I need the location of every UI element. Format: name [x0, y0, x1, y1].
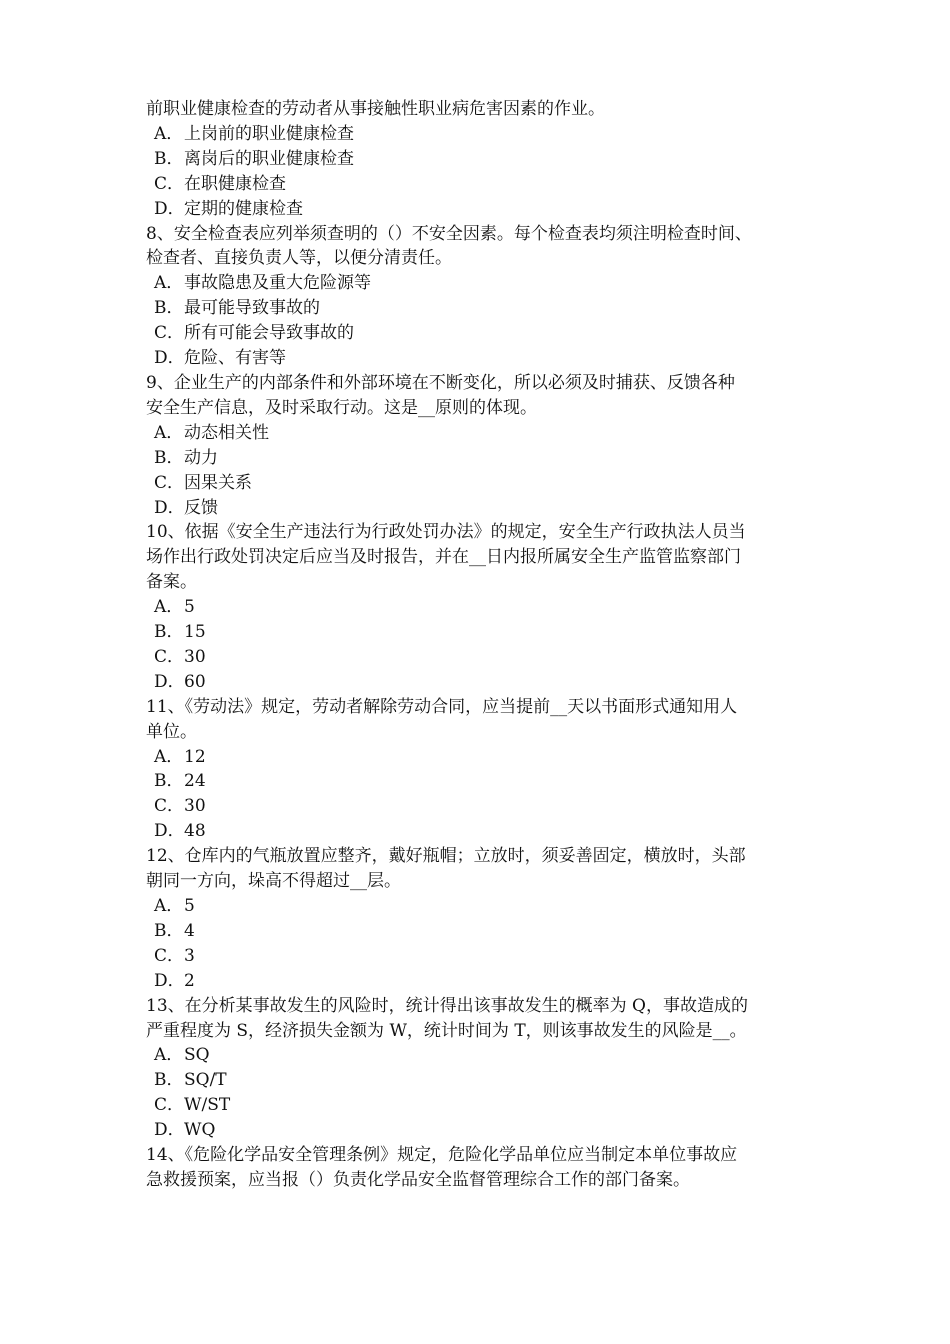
question-stem-line: 前职业健康检查的劳动者从事接触性职业病危害因素的作业。 [146, 99, 605, 119]
option-text: 48 [184, 821, 206, 842]
option-text: 定期的健康检查 [184, 198, 303, 219]
option-text: 24 [184, 771, 206, 792]
answer-option [146, 271, 826, 296]
answer-option [146, 421, 826, 446]
answer-option [146, 894, 826, 919]
option-letter: A． [154, 896, 184, 916]
option-letter: C． [154, 173, 185, 194]
answer-option [146, 496, 826, 521]
question-stem-line: 严重程度为 S，经济损失金额为 W，统计时间为 T，则该事故发生的风险是__。 [146, 1020, 747, 1041]
answer-option [146, 670, 826, 695]
option-text: 30 [184, 646, 206, 667]
question-block [146, 97, 826, 222]
answer-option [146, 794, 826, 819]
question-stem-line: 8、安全检查表应列举须查明的（）不安全因素。每个检查表均须注明检查时间、 [146, 223, 752, 244]
option-letter: B． [154, 298, 184, 319]
answer-option [146, 346, 826, 371]
option-letter: A． [154, 422, 184, 443]
option-text: 60 [184, 671, 206, 692]
answer-option [146, 1068, 826, 1093]
option-text: 12 [184, 746, 206, 767]
question-stem-line: 单位。 [146, 721, 197, 742]
answer-option [146, 944, 826, 969]
option-letter: D． [154, 348, 185, 369]
question-block [146, 994, 826, 1143]
option-text: W/ST [184, 1095, 231, 1116]
option-text: 在职健康检查 [184, 173, 286, 194]
answer-option [146, 919, 826, 944]
option-text: 上岗前的职业健康检查 [184, 123, 354, 144]
option-text: 2 [184, 970, 195, 991]
question-block [146, 222, 826, 371]
option-text: 所有可能会导致事故的 [184, 323, 354, 344]
option-text: 反馈 [184, 497, 218, 518]
answer-option [146, 321, 826, 346]
option-text: 5 [184, 597, 195, 618]
question-stem-line: 11、《劳动法》规定，劳动者解除劳动合同，应当提前__天以书面形式通知用人 [146, 696, 738, 717]
question-block [146, 844, 826, 993]
option-letter: D． [154, 821, 185, 842]
answer-option [146, 446, 826, 471]
option-text: 5 [184, 896, 195, 916]
option-letter: A． [154, 273, 184, 294]
answer-option [146, 1043, 826, 1068]
question-stem-line: 备案。 [146, 572, 197, 593]
question-stem-line: 14、《危险化学品安全管理条例》规定，危险化学品单位应当制定本单位事故应 [146, 1145, 738, 1166]
option-letter: C． [154, 1095, 185, 1116]
option-letter: B． [154, 1070, 184, 1091]
option-letter: D． [154, 970, 185, 991]
option-text: 最可能导致事故的 [184, 298, 320, 319]
option-letter: C． [154, 945, 185, 966]
option-text: 动力 [184, 447, 218, 468]
question-stem-line: 10、依据《安全生产违法行为行政处罚办法》的规定，安全生产行政执法人员当 [146, 522, 746, 543]
option-text: 15 [184, 622, 206, 643]
option-text: 离岗后的职业健康检查 [184, 148, 354, 169]
option-letter: B． [154, 148, 184, 169]
answer-option [146, 769, 826, 794]
option-text: 30 [184, 796, 206, 817]
answer-option [146, 1093, 826, 1118]
option-letter: D． [154, 671, 185, 692]
question-block [146, 1143, 826, 1193]
option-letter: D． [154, 1120, 185, 1141]
answer-option [146, 745, 826, 770]
option-letter: A． [154, 746, 184, 767]
question-block [146, 520, 826, 694]
option-letter: A． [154, 123, 184, 144]
answer-option [146, 595, 826, 620]
option-letter: D． [154, 497, 185, 518]
option-text: 危险、有害等 [184, 348, 286, 369]
question-stem-line: 安全生产信息，及时采取行动。这是__原则的体现。 [146, 397, 537, 418]
option-letter: D． [154, 198, 185, 219]
question-stem-line: 9、企业生产的内部条件和外部环境在不断变化，所以必须及时捕获、反馈各种 [146, 372, 735, 393]
answer-option [146, 147, 826, 172]
option-letter: A． [154, 1045, 184, 1066]
answer-option [146, 197, 826, 222]
question-stem-line: 急救援预案，应当报（）负责化学品安全监督管理综合工作的部门备案。 [146, 1169, 690, 1190]
option-text: SQ/T [184, 1070, 227, 1091]
question-block [146, 695, 826, 844]
answer-option [146, 819, 826, 844]
answer-option [146, 620, 826, 645]
answer-option [146, 172, 826, 197]
question-stem-line: 朝同一方向，垛高不得超过__层。 [146, 871, 401, 892]
question-stem-line: 12、仓库内的气瓶放置应整齐，戴好瓶帽；立放时，须妥善固定，横放时，头部 [146, 846, 746, 867]
option-letter: C． [154, 646, 185, 667]
option-letter: B． [154, 771, 184, 792]
question-stem-line: 检查者、直接负责人等，以便分清责任。 [146, 248, 452, 269]
option-text: 动态相关性 [184, 422, 269, 443]
question-block [146, 371, 826, 520]
option-letter: B． [154, 622, 184, 643]
option-text: 4 [184, 920, 195, 941]
option-text: WQ [184, 1120, 216, 1141]
option-letter: C． [154, 796, 185, 817]
option-text: 3 [184, 945, 195, 966]
option-letter: A． [154, 597, 184, 618]
option-letter: C． [154, 323, 185, 344]
answer-option [146, 471, 826, 496]
answer-option [146, 969, 826, 994]
question-stem-line: 场作出行政处罚决定后应当及时报告，并在__日内报所属安全生产监管监察部门 [146, 547, 741, 568]
option-text: SQ [184, 1045, 210, 1066]
answer-option [146, 296, 826, 321]
exam-questions [146, 97, 826, 1193]
option-letter: B． [154, 447, 184, 468]
option-letter: B． [154, 920, 184, 941]
option-letter: C． [154, 472, 185, 493]
question-stem-line: 13、在分析某事故发生的风险时，统计得出该事故发生的概率为 Q，事故造成的 [146, 995, 748, 1016]
answer-option [146, 1118, 826, 1143]
option-text: 事故隐患及重大危险源等 [184, 273, 371, 294]
option-text: 因果关系 [184, 472, 252, 493]
answer-option [146, 645, 826, 670]
answer-option [146, 122, 826, 147]
